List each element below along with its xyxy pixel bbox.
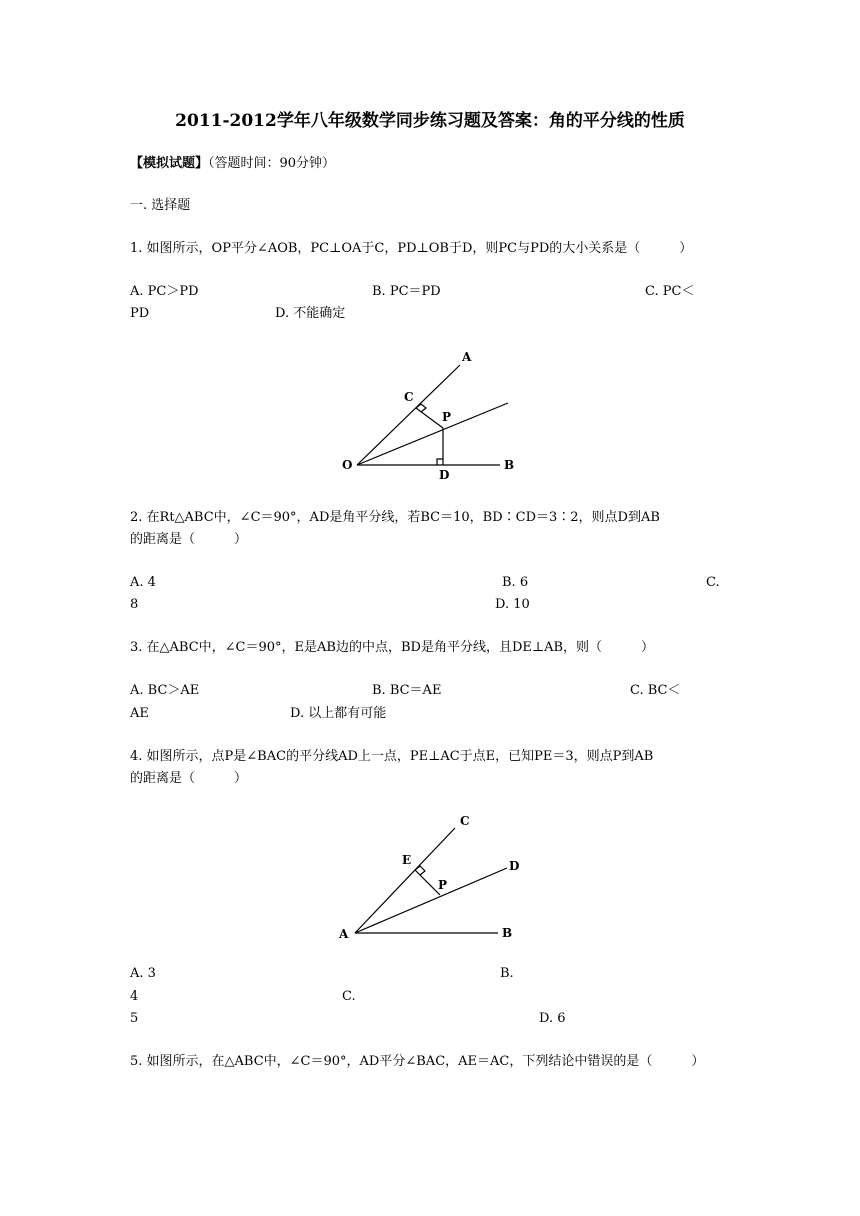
- question-2-option-b: B. 6: [502, 575, 529, 590]
- question-3-option-b: B. BC＝AE: [372, 683, 442, 698]
- question-1-option-a: A. PC＞PD: [130, 284, 199, 299]
- question-4-option-d: D. 6: [539, 1011, 566, 1026]
- question-4-option-b: B.: [500, 966, 514, 981]
- question-1-option-c: C. PC＜: [645, 284, 695, 299]
- document-title: 2011-2012学年八年级数学同步练习题及答案：角的平分线的性质: [175, 111, 685, 131]
- question-4-option-b-cont: 4: [130, 989, 139, 1004]
- question-2-option-d: D. 10: [495, 597, 530, 612]
- question-5-stem: 5. 如图所示，在△ABC中，∠C＝90°，AD平分∠BAC，AE＝AC，下列结论中错误的是（ ）: [130, 1054, 705, 1069]
- question-2-stem-line1: 2. 在Rt△ABC中，∠C＝90°，AD是角平分线，若BC＝10，BD∶CD＝3∶2，则点D到AB: [130, 510, 660, 525]
- ray-op: [357, 403, 508, 465]
- question-2-stem-line2: 的距离是（ ）: [130, 532, 248, 547]
- header-time: （答题时间：90分钟）: [208, 156, 336, 171]
- label-b: B: [504, 458, 515, 472]
- question-1-stem: 1. 如图所示，OP平分∠AOB，PC⊥OA于C，PD⊥OB于D，则PC与PD的大小关系是（ ）: [130, 241, 693, 256]
- right-angle-d: [437, 459, 443, 465]
- label-a: A: [462, 350, 472, 364]
- label-d: D: [509, 859, 520, 873]
- label-c: C: [404, 390, 414, 404]
- test-header: [130, 156, 335, 172]
- question-1-option-c-cont: PD: [130, 306, 150, 321]
- label-c: C: [460, 814, 470, 828]
- header-label: 【模拟试题】: [130, 156, 209, 171]
- question-3-option-d: D. 以上都有可能: [290, 706, 387, 721]
- right-angle-c: [416, 404, 426, 412]
- question-2-option-c-cont: 8: [130, 597, 139, 612]
- ray-ad: [355, 868, 507, 933]
- label-d: D: [439, 468, 450, 482]
- section-heading: 一. 选择题: [130, 198, 191, 213]
- label-o: O: [342, 458, 353, 472]
- segment-pc: [416, 408, 443, 428]
- question-3-option-a: A. BC＞AE: [130, 683, 200, 698]
- label-a: A: [339, 927, 349, 941]
- question-3-stem: 3. 在△ABC中，∠C＝90°，E是AB边的中点，BD是角平分线，且DE⊥AB，则（ ）: [130, 640, 655, 655]
- question-1-figure: [330, 345, 530, 480]
- question-1-option-d: D. 不能确定: [275, 306, 346, 321]
- label-p: P: [442, 410, 452, 424]
- question-4-stem-line1: 4. 如图所示，点P是∠BAC的平分线AD上一点，PE⊥AC于点E，已知PE＝3，则点P到AB: [130, 749, 654, 764]
- question-4-option-c-cont: 5: [130, 1011, 139, 1026]
- label-e: E: [402, 853, 412, 867]
- question-2-option-a: A. 4: [130, 575, 156, 590]
- label-p: P: [438, 878, 448, 892]
- label-b: B: [502, 926, 513, 940]
- question-4-stem-line2: 的距离是（ ）: [130, 771, 248, 786]
- question-3-option-c: C. BC＜: [630, 683, 681, 698]
- question-3-option-c-cont: AE: [130, 706, 149, 721]
- question-1-option-b: B. PC＝PD: [372, 284, 441, 299]
- segment-pe: [415, 870, 440, 895]
- question-4-option-a: A. 3: [130, 966, 156, 981]
- question-2-option-c: C.: [706, 575, 720, 590]
- question-4-option-c: C.: [342, 989, 356, 1004]
- right-angle-e: [415, 866, 425, 875]
- question-4-figure: [330, 810, 530, 945]
